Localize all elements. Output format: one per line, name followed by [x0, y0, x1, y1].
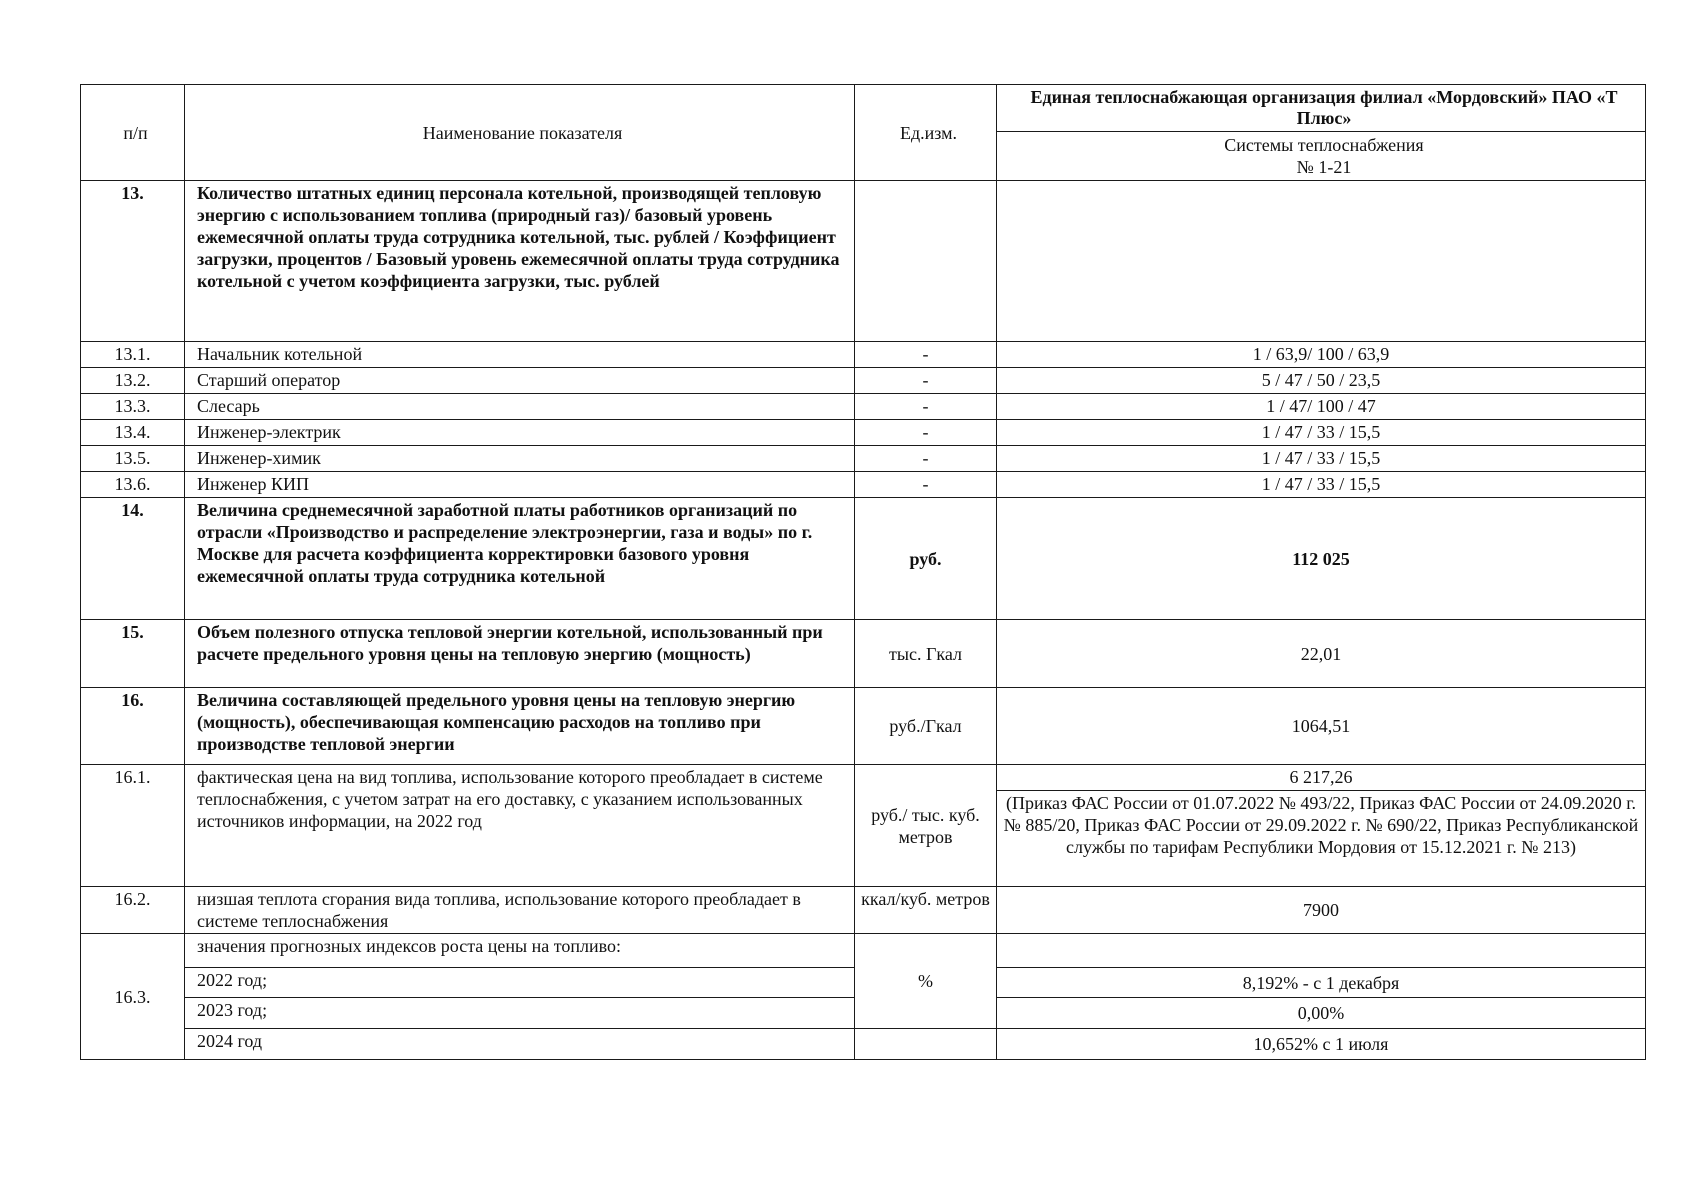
- row-unit: -: [855, 394, 997, 420]
- table-row: [81, 620, 1646, 688]
- row-value: 1 / 47/ 100 / 47: [997, 394, 1646, 420]
- row-number: 14.: [81, 498, 185, 620]
- row-number: 16.: [81, 688, 185, 765]
- header-systems: [997, 132, 1646, 181]
- header-unit: Ед.изм.: [855, 85, 997, 181]
- row-value: [997, 181, 1646, 342]
- header-name: Наименование показателя: [185, 85, 855, 181]
- row-number: 13.5.: [81, 446, 185, 472]
- row-year-value: 10,652% с 1 июля: [997, 1029, 1646, 1060]
- row-name: Слесарь: [185, 394, 855, 420]
- header-systems-number: № 1-21: [1296, 157, 1352, 177]
- table-row: [81, 446, 1646, 472]
- row-name: Начальник котельной: [185, 342, 855, 368]
- row-name: Инженер-химик: [185, 446, 855, 472]
- row-unit: ккал/куб. метров: [855, 887, 997, 934]
- row-value: 5 / 47 / 50 / 23,5: [997, 368, 1646, 394]
- row-value: 7900: [997, 887, 1646, 934]
- table-row: [81, 368, 1646, 394]
- row-value: 1 / 47 / 33 / 15,5: [997, 446, 1646, 472]
- row-source: (Приказ ФАС России от 01.07.2022 № 493/22, Приказ ФАС России от 24.09.2020 г. № 885/20, Приказ ФАС России от 29.09.2022 г. № 690/22, Приказ Республиканской службы по тарифам Республики Мордовия от 15.12.2021 г. № 213): [997, 791, 1646, 887]
- row-value: 1 / 47 / 33 / 15,5: [997, 472, 1646, 498]
- row-number: 13.6.: [81, 472, 185, 498]
- row-unit: -: [855, 472, 997, 498]
- row-year-label: 2023 год;: [185, 998, 855, 1029]
- row-name: низшая теплота сгорания вида топлива, использование которого преобладает в системе теплоснабжения: [185, 887, 855, 934]
- row-name: Инженер КИП: [185, 472, 855, 498]
- header-num: п/п: [81, 85, 185, 181]
- row-value: [997, 934, 1646, 968]
- row-year-value: 0,00%: [997, 998, 1646, 1029]
- row-unit: тыс. Гкал: [855, 620, 997, 688]
- row-value: 6 217,26: [997, 765, 1646, 791]
- row-number: 16.1.: [81, 765, 185, 887]
- header-systems-label: Системы теплоснабжения: [1224, 135, 1424, 155]
- row-unit: %: [855, 934, 997, 1029]
- row-value: 1064,51: [997, 688, 1646, 765]
- row-number: 16.3.: [81, 934, 185, 1060]
- row-name: Величина составляющей предельного уровня цены на тепловую энергию (мощность), обеспечивающая компенсацию расходов на топливо при производстве тепловой энергии: [185, 688, 855, 765]
- row-number: 16.2.: [81, 887, 185, 934]
- row-unit: руб./ тыс. куб. метров: [855, 765, 997, 887]
- row-number: 13.4.: [81, 420, 185, 446]
- table-row: [81, 342, 1646, 368]
- row-number: 13.3.: [81, 394, 185, 420]
- row-name: значения прогнозных индексов роста цены на топливо:: [185, 934, 855, 968]
- row-name: Объем полезного отпуска тепловой энергии котельной, использованный при расчете предельного уровня цены на тепловую энергию (мощность): [185, 620, 855, 688]
- row-name: Количество штатных единиц персонала котельной, производящей тепловую энергию с использованием топлива (природный газ)/ базовый уровень ежемесячной оплаты труда сотрудника котельной, тыс. рублей / Коэффициент загрузки, процентов / Базовый уровень ежемесячной оплаты труда сотрудника котельной с учетом коэффициента загрузки, тыс. рублей: [185, 181, 855, 342]
- header-row: [81, 85, 1646, 132]
- row-year-label: 2022 год;: [185, 968, 855, 998]
- table-row: [81, 887, 1646, 934]
- table-row: [81, 181, 1646, 342]
- table-row: [81, 765, 1646, 791]
- row-unit: руб.: [855, 498, 997, 620]
- indicators-table: [80, 84, 1646, 1060]
- row-unit: -: [855, 342, 997, 368]
- header-org: Единая теплоснабжающая организация филиал «Мордовский» ПАО «Т Плюс»: [997, 85, 1646, 132]
- row-value: 1 / 47 / 33 / 15,5: [997, 420, 1646, 446]
- row-value: 1 / 63,9/ 100 / 63,9: [997, 342, 1646, 368]
- document-page: [80, 84, 1645, 1060]
- row-unit: руб./Гкал: [855, 688, 997, 765]
- table-row: [81, 1029, 1646, 1060]
- row-unit: -: [855, 368, 997, 394]
- row-name: фактическая цена на вид топлива, использование которого преобладает в системе теплоснабжения, с учетом затрат на его доставку, с указанием использованных источников информации, на 2022 год: [185, 765, 855, 887]
- table-row: [81, 688, 1646, 765]
- row-unit: -: [855, 446, 997, 472]
- table-row: [81, 394, 1646, 420]
- row-value: 22,01: [997, 620, 1646, 688]
- table-row: [81, 420, 1646, 446]
- row-unit: -: [855, 420, 997, 446]
- row-name: Величина среднемесячной заработной платы работников организаций по отрасли «Производство и распределение электроэнергии, газа и воды» по г. Москве для расчета коэффициента корректировки базового уровня ежемесячной оплаты труда сотрудника котельной: [185, 498, 855, 620]
- row-name: Старший оператор: [185, 368, 855, 394]
- row-number: 13.1.: [81, 342, 185, 368]
- row-year-value: 8,192% - с 1 декабря: [997, 968, 1646, 998]
- row-unit: [855, 1029, 997, 1060]
- table-row: [81, 934, 1646, 968]
- table-row: [81, 498, 1646, 620]
- row-number: 13.2.: [81, 368, 185, 394]
- row-unit: [855, 181, 997, 342]
- row-number: 15.: [81, 620, 185, 688]
- row-year-label: 2024 год: [185, 1029, 855, 1060]
- table-row: [81, 472, 1646, 498]
- row-number: 13.: [81, 181, 185, 342]
- row-value: 112 025: [997, 498, 1646, 620]
- row-name: Инженер-электрик: [185, 420, 855, 446]
